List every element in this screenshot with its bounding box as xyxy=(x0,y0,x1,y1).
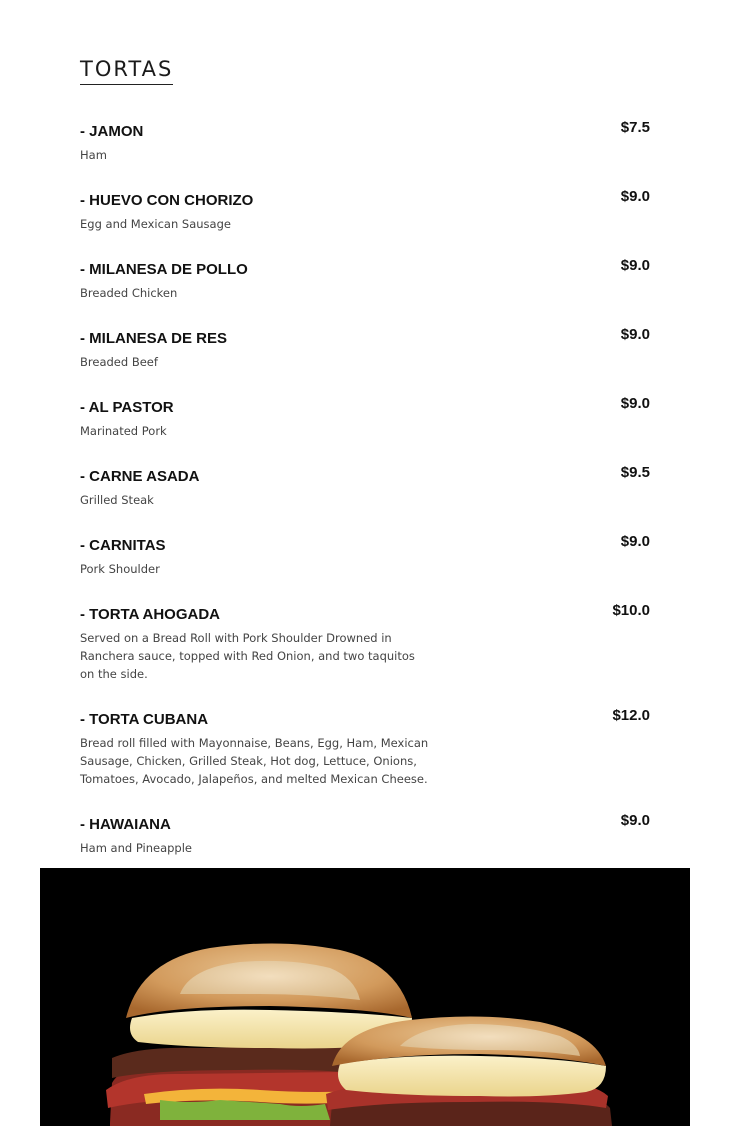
item-price: $9.0 xyxy=(620,533,650,550)
item-name: - HAWAIANA xyxy=(80,816,171,833)
item-price: $9.0 xyxy=(620,257,650,274)
menu-item xyxy=(80,532,650,601)
item-name: - CARNITAS xyxy=(80,537,166,554)
item-price: $9.0 xyxy=(620,395,650,412)
item-price: $9.0 xyxy=(620,812,650,829)
item-description: Ham and Pineapple xyxy=(80,841,193,855)
menu-item xyxy=(80,706,650,811)
item-name: - TORTA AHOGADA xyxy=(80,606,220,623)
item-description: Marinated Pork xyxy=(80,424,167,438)
item-description: Bread roll filled with Mayonnaise, Beans, Egg, Ham, Mexican Sausage, Chicken, Grilled Steak, Hot dog, Lettuce, Onions, Tomatoes, Avocado, Jalapeños, and melted Mexican Cheese. xyxy=(80,736,429,786)
item-name: - AL PASTOR xyxy=(80,399,174,416)
torta-photo xyxy=(40,868,690,1126)
menu-item xyxy=(80,601,650,706)
menu-list xyxy=(80,118,650,880)
item-description: Grilled Steak xyxy=(80,493,154,507)
item-name: - MILANESA DE RES xyxy=(80,330,227,347)
item-price: $9.0 xyxy=(620,326,650,343)
item-description: Served on a Bread Roll with Pork Shoulder Drowned in Ranchera sauce, topped with Red Onion, and two taquitos on the side. xyxy=(80,631,415,681)
item-price: $7.5 xyxy=(620,119,650,136)
item-name: - TORTA CUBANA xyxy=(80,711,209,728)
menu-item xyxy=(80,394,650,463)
item-description: Ham xyxy=(80,148,107,162)
menu-item xyxy=(80,118,650,187)
section-title: TORTAS xyxy=(80,56,173,85)
item-description: Pork Shoulder xyxy=(80,562,160,576)
item-description: Breaded Beef xyxy=(80,355,158,369)
item-description: Breaded Chicken xyxy=(80,286,178,300)
sandwich-right xyxy=(326,1016,612,1126)
item-price: $9.0 xyxy=(620,188,650,205)
item-name: - JAMON xyxy=(80,123,144,140)
menu-item xyxy=(80,256,650,325)
item-price: $10.0 xyxy=(612,602,650,619)
item-price: $9.5 xyxy=(620,464,650,481)
item-name: - HUEVO CON CHORIZO xyxy=(80,192,254,209)
sandwich-illustration xyxy=(40,868,690,1126)
item-price: $12.0 xyxy=(612,707,650,724)
item-name: - CARNE ASADA xyxy=(80,468,200,485)
menu-item xyxy=(80,187,650,256)
menu-item xyxy=(80,463,650,532)
item-name: - MILANESA DE POLLO xyxy=(80,261,248,278)
menu-item xyxy=(80,325,650,394)
item-description: Egg and Mexican Sausage xyxy=(80,217,231,231)
